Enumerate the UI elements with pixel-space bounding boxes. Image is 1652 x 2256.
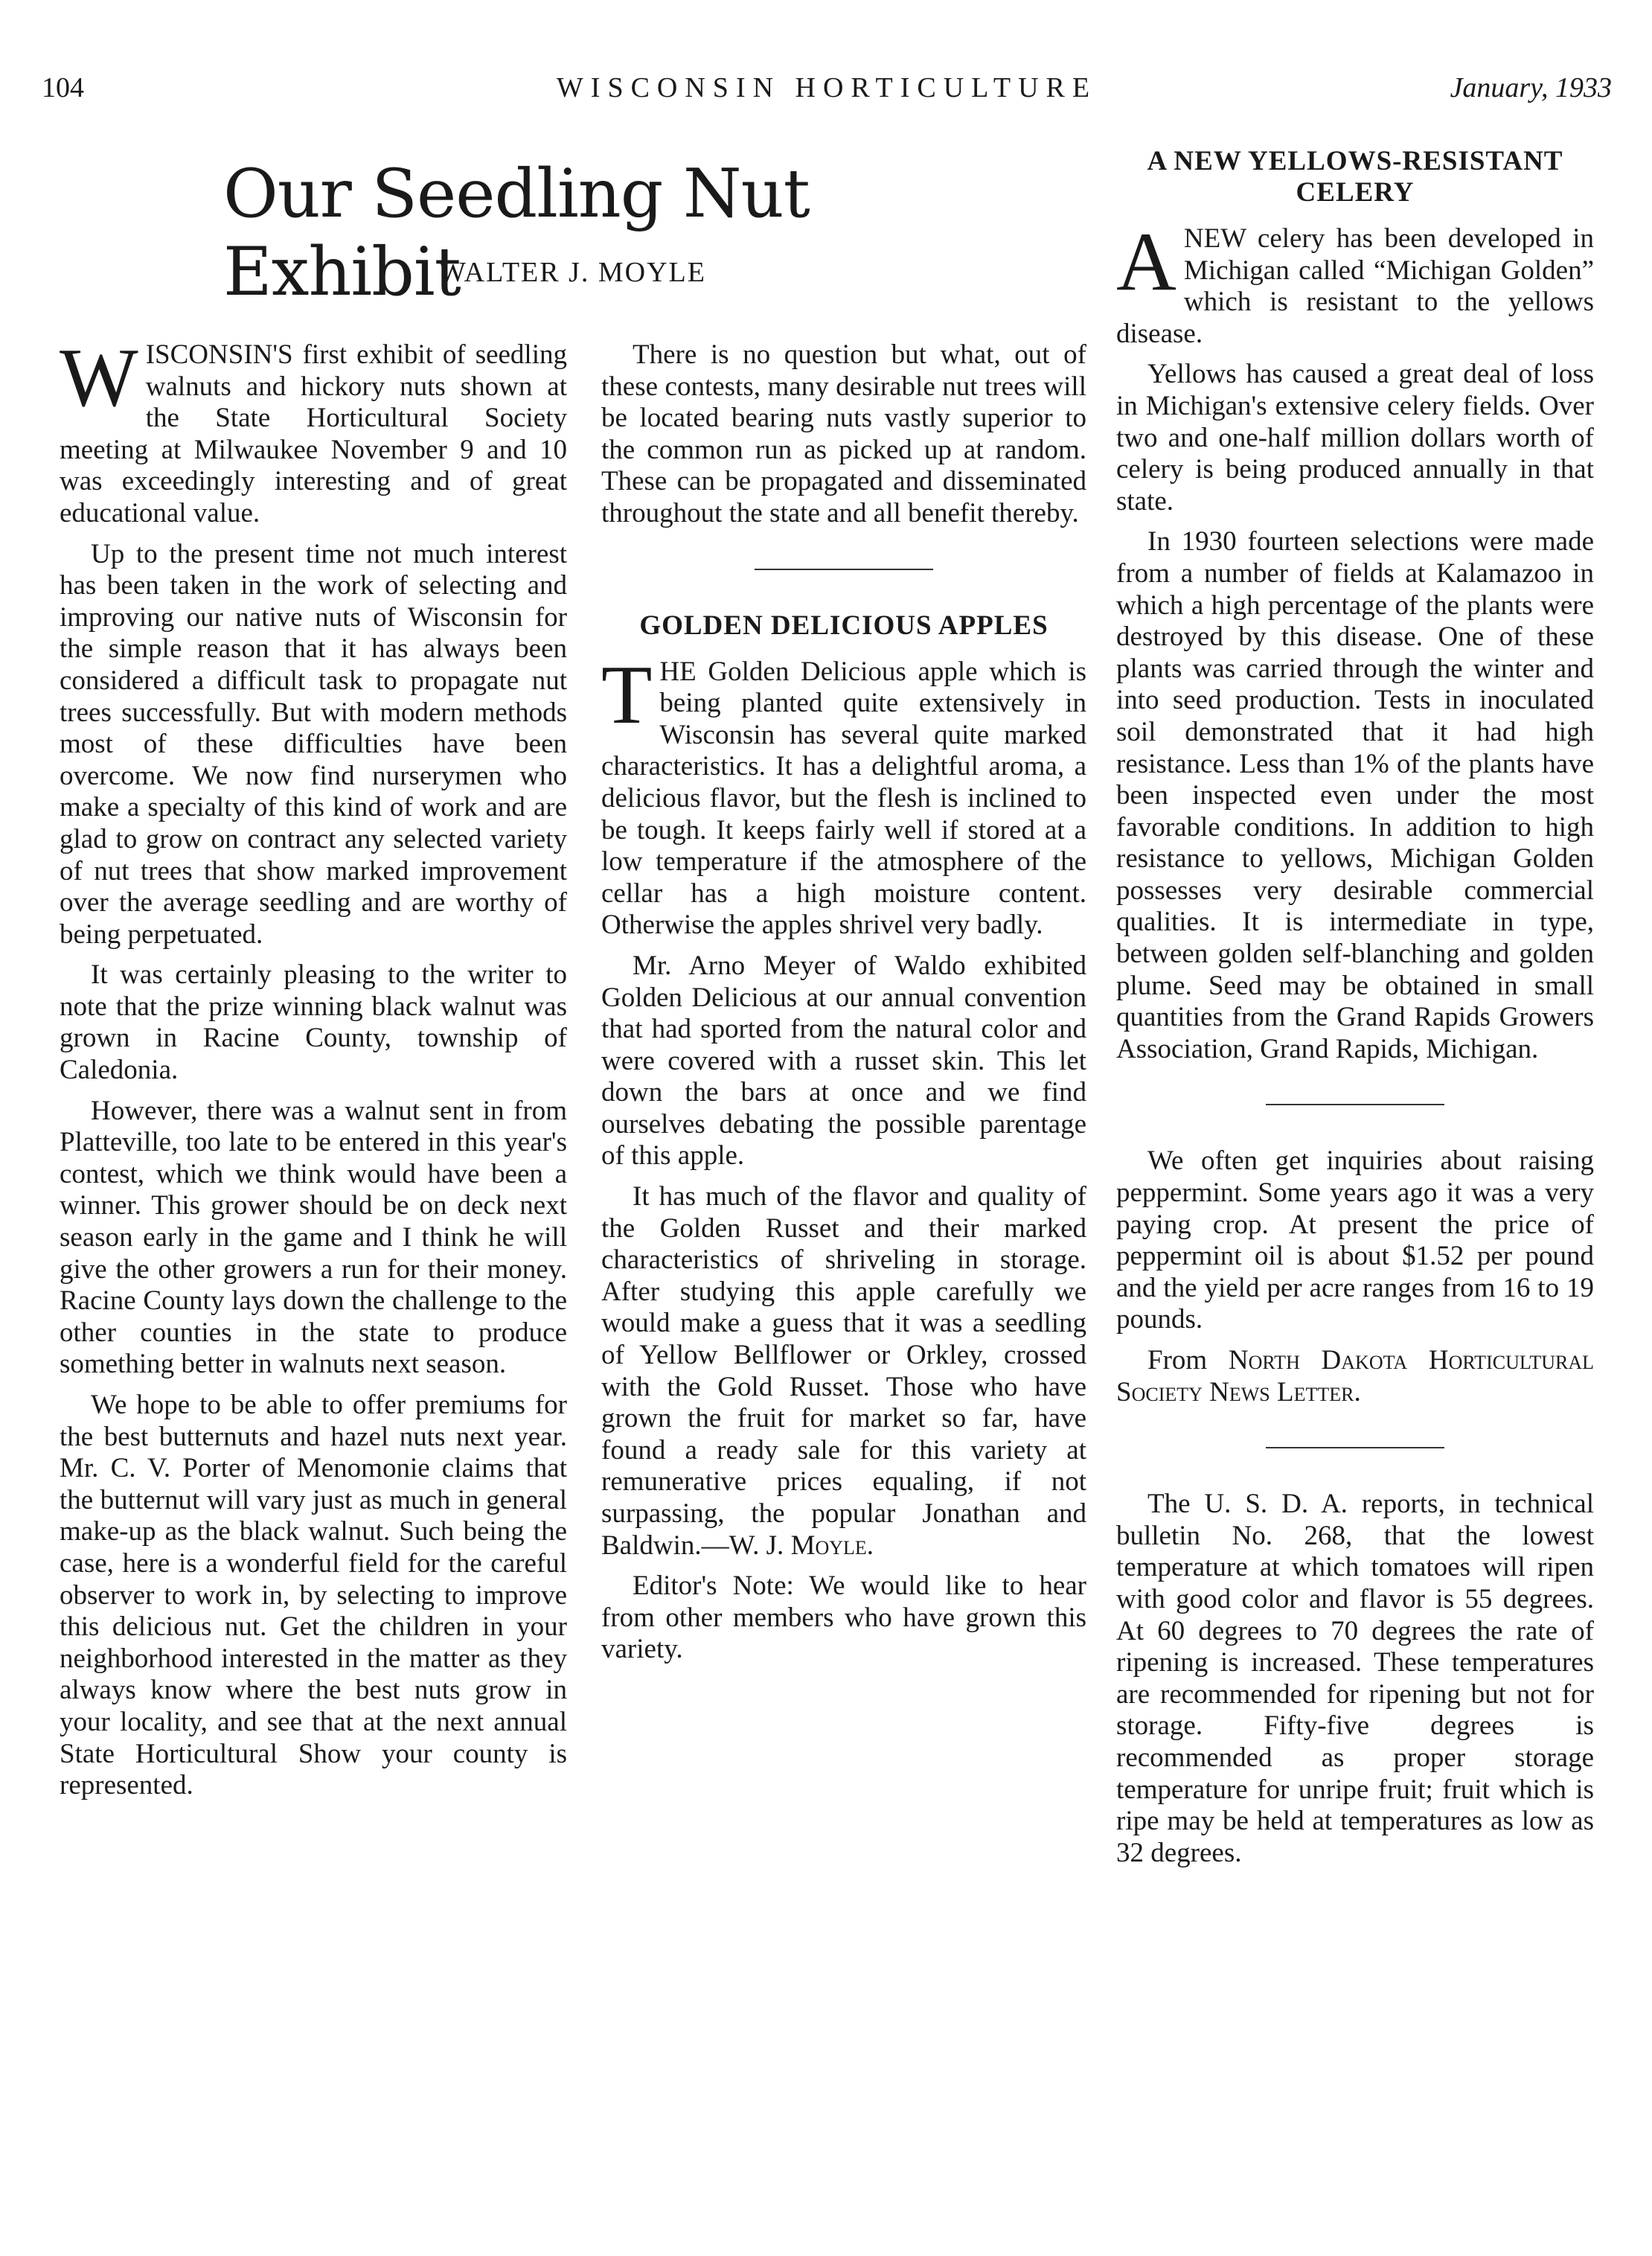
nut-paragraph-2: Up to the present time not much interest has been taken in the work of selecting and improving our native nuts of Wisconsin for the simple reason that it has always been considered a difficult task to propagate nut trees successfully. But with modern methods most of these difficulties have been overcome. We now find nurserymen who make a specialty of this kind of work and are glad to grow on contract any selected variety of nut trees that show marked improvement over the average seedling and are worthy of being perpetuated. bbox=[60, 538, 567, 950]
author-signature: Moyle. bbox=[790, 1530, 874, 1561]
issue-date: January, 1933 bbox=[1450, 72, 1612, 103]
drop-cap: T bbox=[601, 648, 653, 741]
page-header bbox=[42, 71, 1612, 116]
column-middle bbox=[601, 339, 1086, 1675]
drop-cap: W bbox=[60, 332, 138, 424]
publication-title: WISCONSIN HORTICULTURE bbox=[556, 72, 1098, 103]
celery-paragraph-1: ANEW celery has been developed in Michigan called “Michigan Golden” which is resistant to the yellows disease. bbox=[1116, 216, 1594, 349]
nut-paragraph-1: WISCONSIN'S first exhibit of seedling walnuts and hickory nuts shown at the State Horticultural Society meeting at Milwaukee November 9 and 10 was exceedingly interesting and of great educational value. bbox=[60, 332, 567, 528]
celery-heading: A NEW YELLOWS-RESISTANT CELERY bbox=[1147, 146, 1563, 208]
nut-paragraph-3: It was certainly pleasing to the writer to note that the prize winning black walnut was grown in Racine County, township of Caledonia. bbox=[60, 959, 567, 1086]
apples-paragraph-3: It has much of the flavor and quality of the Golden Russet and their marked characteristics of shriveling in storage. After studying this apple carefully we would make a guess that it was a seedling of Yellow Bellflower or Orkley, crossed with the Gold Russet. Those who have grown the fruit for market so far, have found a ready sale for this variety at remunerative prices equaling, if not surpassing, the popular Jonathan and Baldwin.—W. J. Moyle. bbox=[601, 1181, 1086, 1561]
nut-paragraph-6: There is no question but what, out of these contests, many desirable nut trees will be located bearing nuts vastly superior to the common run as picked up at random. These can be propagated and disseminated throughout the state and all benefit thereby. bbox=[601, 339, 1086, 528]
page-number: 104 bbox=[42, 72, 84, 103]
column-left bbox=[60, 332, 567, 1811]
tomatoes-paragraph: The U. S. D. A. reports, in technical bulletin No. 268, that the lowest temperature at which tomatoes will ripen with good color and flavor is 55 degrees. At 60 degrees to 70 degrees the rate of ripening is increased. These temperatures are recommended for ripening but not for storage. Fifty-five degrees is recommended as proper storage temperature for unripe fruit; fruit which is ripe may be held at temperatures as low as 32 degrees. bbox=[1116, 1489, 1594, 1868]
celery-paragraph-3: In 1930 fourteen selections were made from a number of fields at Kalamazoo in which a high percentage of the plants were destroyed by this disease. One of these plants was carried through the winter and into seed production. Tests in inoculated soil demonstrated that it had high resistance. Less than 1% of the plants have been inspected even under the most favorable conditions. In addition to high resistance to yellows, Michigan Golden possesses very desirable commercial qualities. It is intermediate in type, between golden self-blanching and golden plume. Seed may be obtained in small quantities from the Grand Rapids Growers Association, Grand Rapids, Michigan. bbox=[1116, 526, 1594, 1064]
drop-cap: A bbox=[1116, 216, 1176, 308]
apples-heading: GOLDEN DELICIOUS APPLES bbox=[639, 610, 1048, 641]
apples-paragraph-1: THE Golden Delicious apple which is being planted quite extensively in Wisconsin has several quite marked characteristics. It has a delightful aroma, a delicious flavor, but the flesh is inclined to be tough. It keeps fairly well if stored at a low temperature if the atmosphere of the cellar has a high moisture content. Otherwise the apples shrivel very badly. bbox=[601, 648, 1086, 941]
nut-paragraph-5: We hope to be able to offer premiums for the best butternuts and hazel nuts next year. Mr. C. V. Porter of Menomonie claims that the butternut will vary just as much in general make-up as the black walnut. Such being the case, here is a wonderful field for the careful observer to work in, by selecting to improve this delicious nut. Get the children in your neighborhood interested in the matter as they always know where the best nuts grow in your locality, and see that at the next annual State Horticultural Show your county is represented. bbox=[60, 1390, 567, 1801]
peppermint-source: From North Dakota Horticultural Society News Letter. bbox=[1116, 1345, 1594, 1407]
section-divider bbox=[1266, 1104, 1444, 1105]
column-right bbox=[1116, 146, 1594, 1878]
apples-paragraph-2: Mr. Arno Meyer of Waldo exhibited Golden Delicious at our annual convention that had sported from the natural color and were covered with a russet skin. This let down the bars at once and we find ourselves debating the possible parentage of this apple. bbox=[601, 950, 1086, 1172]
nut-paragraph-4: However, there was a walnut sent in from Platteville, too late to be entered in this year's contest, which we think would have been a winner. This grower should be on deck next season early in the game and I think he will give the other growers a run for their money. Racine County lays down the challenge to the other counties in the state to produce something better in walnuts next season. bbox=[60, 1095, 567, 1380]
section-divider bbox=[755, 569, 933, 570]
celery-paragraph-2: Yellows has caused a great deal of loss in Michigan's extensive celery fields. Over two and one-half million dollars worth of celery is being produced annually in that state. bbox=[1116, 359, 1594, 517]
section-divider bbox=[1266, 1447, 1444, 1448]
peppermint-paragraph: We often get inquiries about raising peppermint. Some years ago it was a very paying crop. At present the price of peppermint oil is about $1.52 per pound and the yield per acre ranges from 16 to 19 pounds. bbox=[1116, 1145, 1594, 1335]
article-title: Our Seedling Nut Exhibit bbox=[223, 155, 810, 311]
editors-note: Editor's Note: We would like to hear from other members who have grown this variety. bbox=[601, 1570, 1086, 1665]
article-byline: WALTER J. MOYLE bbox=[439, 257, 706, 288]
